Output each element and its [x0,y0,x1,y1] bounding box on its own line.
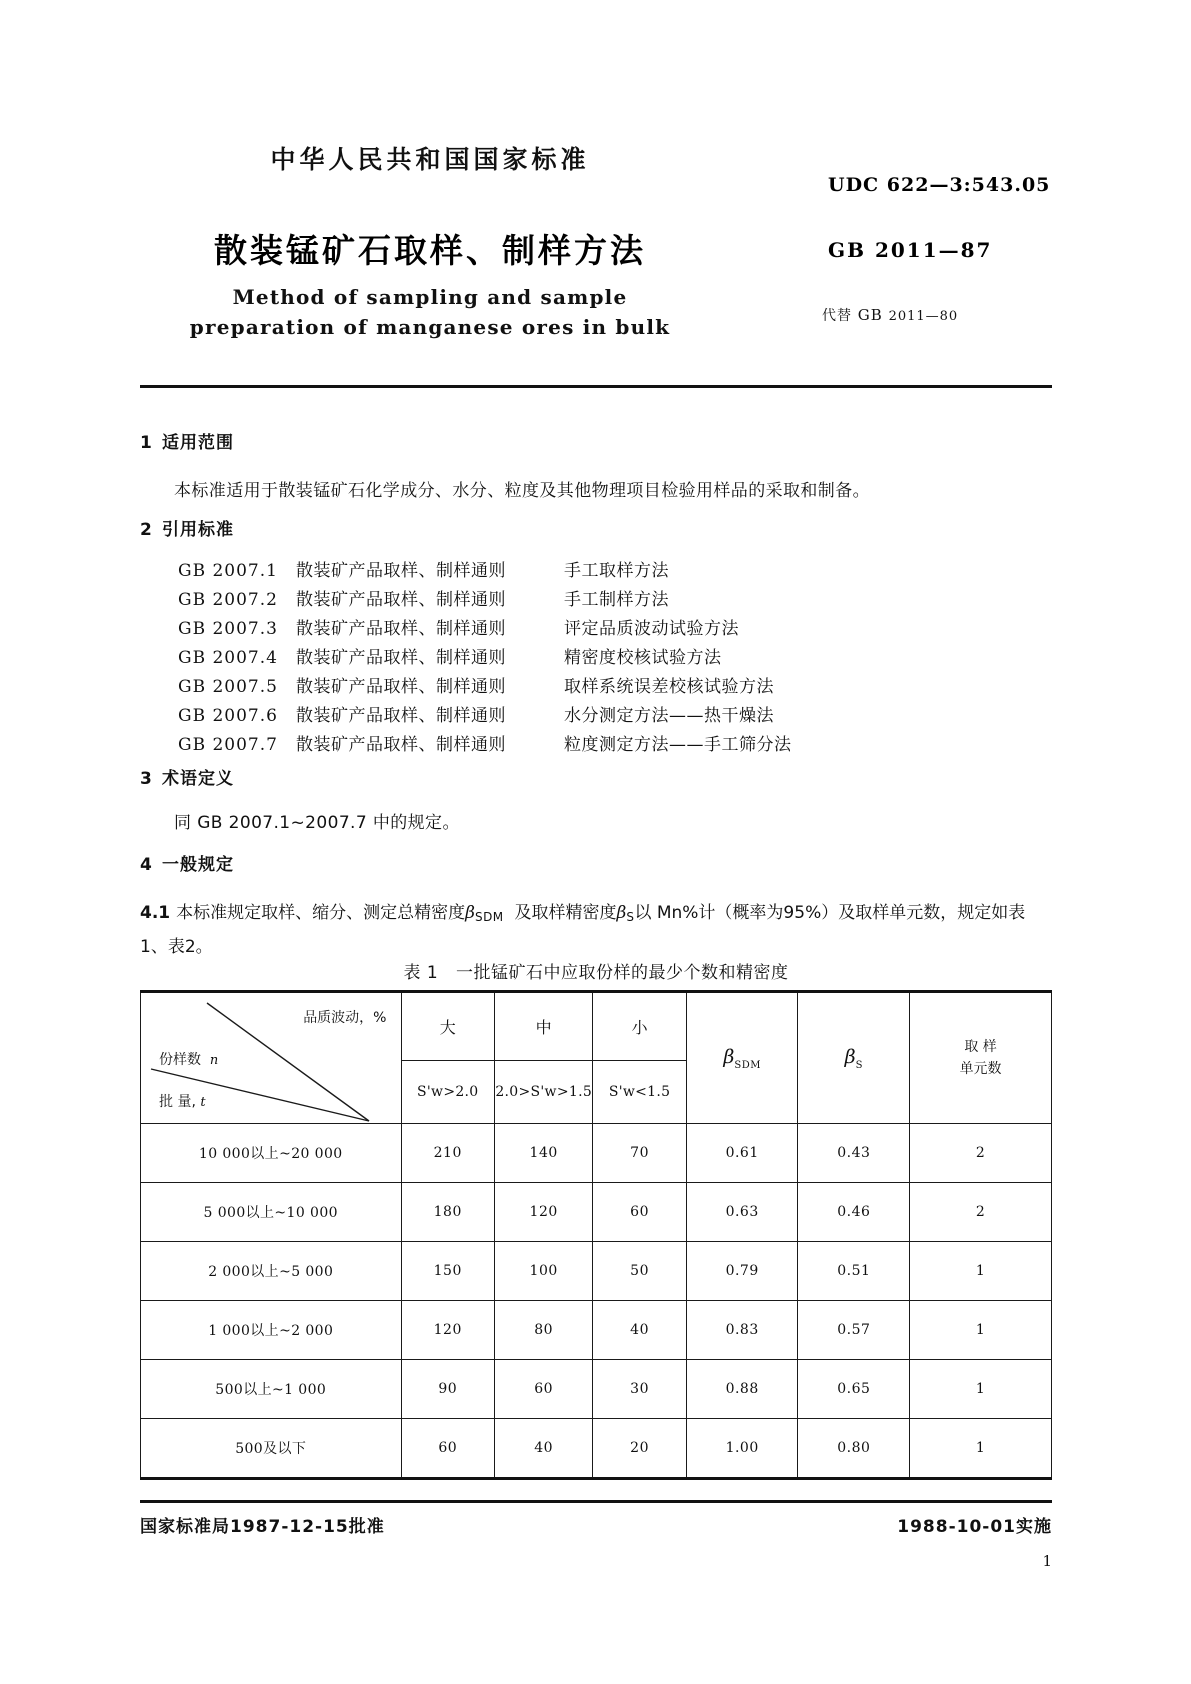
section-4-1-text-part3: 以 Mn%计（概率为95%）及取样单元数，规定如表1、表2。 [140,903,1026,957]
reference-sub-title: 手工制样方法 [564,590,669,610]
section-2-number: 2 [140,520,153,540]
header-sw-small: S'w<1.5 [593,1060,687,1123]
section-3-title: 术语定义 [162,769,234,789]
table-row [141,1301,1052,1360]
header-grade-mid: 中 [495,992,593,1061]
section-4-number: 4 [140,855,153,875]
reference-code: GB 2007.2 [178,590,278,610]
header-sampling-units-line2: 单元数 [959,1061,1002,1077]
list-item [178,614,792,643]
page-number: 1 [1042,1552,1052,1570]
document-title-en-line2: preparation of manganese ores in bulk [189,315,671,339]
section-1-heading [140,428,234,453]
section-4-title: 一般规定 [162,855,234,875]
reference-general-title: 散装矿产品取样、制样通则 [296,735,506,755]
reference-general-title: 散装矿产品取样、制样通则 [296,677,506,697]
cell-bs: 0.46 [798,1183,910,1242]
quality-fluctuation-label: 品质波动，% [303,1010,387,1026]
sample-count-text: 份样数 [159,1052,201,1068]
replaces-code: GB [857,306,883,324]
cell-bsdm: 0.88 [686,1360,798,1419]
cell-bsdm: 1.00 [686,1419,798,1479]
table-1-caption [140,958,1052,983]
header-sampling-units-line1: 取 样 [964,1039,997,1055]
document-title-en-line1: Method of sampling and sample [232,285,628,309]
cell-big: 90 [401,1360,495,1419]
replaces-number: 2011—80 [888,309,959,324]
section-2-title: 引用标准 [162,520,234,540]
table-1-wrapper [140,990,1052,1480]
reference-code: GB 2007.4 [178,648,278,668]
table-row [141,1360,1052,1419]
cell-bsdm: 0.63 [686,1183,798,1242]
cell-small: 50 [593,1242,687,1301]
footer-divider [140,1500,1052,1503]
gb-standard-number: GB 2011—87 [828,238,993,262]
batch-label [159,1091,206,1111]
reference-code: GB 2007.5 [178,677,278,697]
reference-sub-title: 评定品质波动试验方法 [564,619,739,639]
row-batch-label: 5 000以上~10 000 [141,1183,402,1242]
list-item [178,556,792,585]
table-row [141,1183,1052,1242]
reference-sub-title: 水分测定方法——热干燥法 [564,706,774,726]
cell-mid: 140 [495,1124,593,1183]
cell-mid: 100 [495,1242,593,1301]
table-corner-header [141,992,402,1124]
cell-bs: 0.43 [798,1124,910,1183]
cell-units: 1 [910,1242,1052,1301]
table-row [141,1124,1052,1183]
document-title-cn: 散装锰矿石取样、制样方法 [214,231,646,270]
cell-big: 180 [401,1183,495,1242]
header-sw-mid: 2.0>S'w>1.5 [495,1060,593,1123]
cell-units: 2 [910,1124,1052,1183]
cell-bs: 0.51 [798,1242,910,1301]
table-header-row [141,992,1052,1061]
table-row [141,1242,1052,1301]
sample-count-symbol: n [209,1053,219,1068]
cell-mid: 60 [495,1360,593,1419]
reference-general-title: 散装矿产品取样、制样通则 [296,561,506,581]
udc-code: UDC 622—3:543.05 [828,174,1051,196]
footer-effective-text: 1988-10-01实施 [897,1517,1052,1537]
cell-small: 30 [593,1360,687,1419]
cell-units: 2 [910,1183,1052,1242]
section-3-body: 同 GB 2007.1~2007.7 中的规定。 [174,813,460,833]
section-3-number: 3 [140,769,153,789]
reference-code: GB 2007.6 [178,706,278,726]
cell-bs: 0.57 [798,1301,910,1360]
cell-big: 60 [401,1419,495,1479]
beta-sdm-subscript: SDM [474,910,504,924]
header-sw-big: S'w>2.0 [401,1060,495,1123]
national-standard-label: 中华人民共和国国家标准 [270,145,590,174]
section-3-heading [140,764,234,789]
cell-small: 40 [593,1301,687,1360]
reference-code: GB 2007.3 [178,619,278,639]
header-beta-sdm [686,992,798,1124]
row-batch-label: 10 000以上~20 000 [141,1124,402,1183]
reference-standards-list [178,556,792,759]
cell-units: 1 [910,1419,1052,1479]
reference-sub-title: 手工取样方法 [564,561,669,581]
section-1-number: 1 [140,433,153,453]
cell-small: 60 [593,1183,687,1242]
cell-units: 1 [910,1301,1052,1360]
header-sampling-units [910,992,1052,1124]
batch-text: 批 量, [159,1094,196,1110]
section-4-1-text-part2: 及取样精密度 [514,903,617,923]
cell-bsdm: 0.79 [686,1242,798,1301]
cell-bsdm: 0.83 [686,1301,798,1360]
list-item [178,643,792,672]
header-beta-s [798,992,910,1124]
section-4-1-paragraph [140,898,1052,962]
list-item [178,701,792,730]
table-1-caption-label: 表 1 [403,963,439,983]
reference-general-title: 散装矿产品取样、制样通则 [296,590,506,610]
reference-sub-title: 取样系统误差校核试验方法 [564,677,774,697]
cell-big: 210 [401,1124,495,1183]
table-row [141,1419,1052,1479]
cell-bs: 0.80 [798,1419,910,1479]
row-batch-label: 1 000以上~2 000 [141,1301,402,1360]
reference-general-title: 散装矿产品取样、制样通则 [296,706,506,726]
replaces-note [822,305,958,325]
row-batch-label: 2 000以上~5 000 [141,1242,402,1301]
sample-count-label [159,1049,218,1069]
cell-bsdm: 0.61 [686,1124,798,1183]
beta-sdm-symbol: β [465,903,475,923]
reference-sub-title: 粒度测定方法——手工筛分法 [564,735,792,755]
table-1 [140,990,1052,1480]
batch-unit: t [200,1095,206,1110]
reference-general-title: 散装矿产品取样、制样通则 [296,619,506,639]
cell-small: 70 [593,1124,687,1183]
beta-sdm-header-sub: SDM [734,1059,761,1071]
beta-s-header-sub: S [855,1059,863,1071]
section-2-heading [140,515,234,540]
cell-big: 120 [401,1301,495,1360]
row-batch-label: 500以上~1 000 [141,1360,402,1419]
cell-mid: 40 [495,1419,593,1479]
section-4-1-text-part1: 本标准规定取样、缩分、测定总精密度 [176,903,466,923]
cell-big: 150 [401,1242,495,1301]
list-item [178,585,792,614]
row-batch-label: 500及以下 [141,1419,402,1479]
list-item [178,672,792,701]
list-item [178,730,792,759]
header-grade-small: 小 [593,992,687,1061]
cell-mid: 120 [495,1183,593,1242]
section-1-title: 适用范围 [162,433,234,453]
beta-s-header-symbol: β [844,1045,856,1068]
document-title-en [0,282,860,342]
reference-code: GB 2007.1 [178,561,278,581]
section-4-heading [140,850,234,875]
replaces-label: 代替 [822,308,852,324]
cell-mid: 80 [495,1301,593,1360]
cell-small: 20 [593,1419,687,1479]
footer-approval-text: 国家标准局1987-12-15批准 [140,1517,385,1537]
reference-code: GB 2007.7 [178,735,278,755]
table-1-caption-text: 一批锰矿石中应取份样的最少个数和精密度 [455,963,789,983]
cell-bs: 0.65 [798,1360,910,1419]
beta-s-subscript: S [626,910,635,924]
beta-sdm-header-symbol: β [723,1045,735,1068]
header-grade-big: 大 [401,992,495,1061]
reference-sub-title: 精密度校核试验方法 [564,648,722,668]
section-4-1-number: 4.1 [140,903,171,923]
cell-units: 1 [910,1360,1052,1419]
reference-general-title: 散装矿产品取样、制样通则 [296,648,506,668]
beta-s-symbol: β [616,903,627,923]
header-divider [140,385,1052,388]
section-1-body: 本标准适用于散装锰矿石化学成分、水分、粒度及其他物理项目检验用样品的采取和制备。 [174,481,870,501]
